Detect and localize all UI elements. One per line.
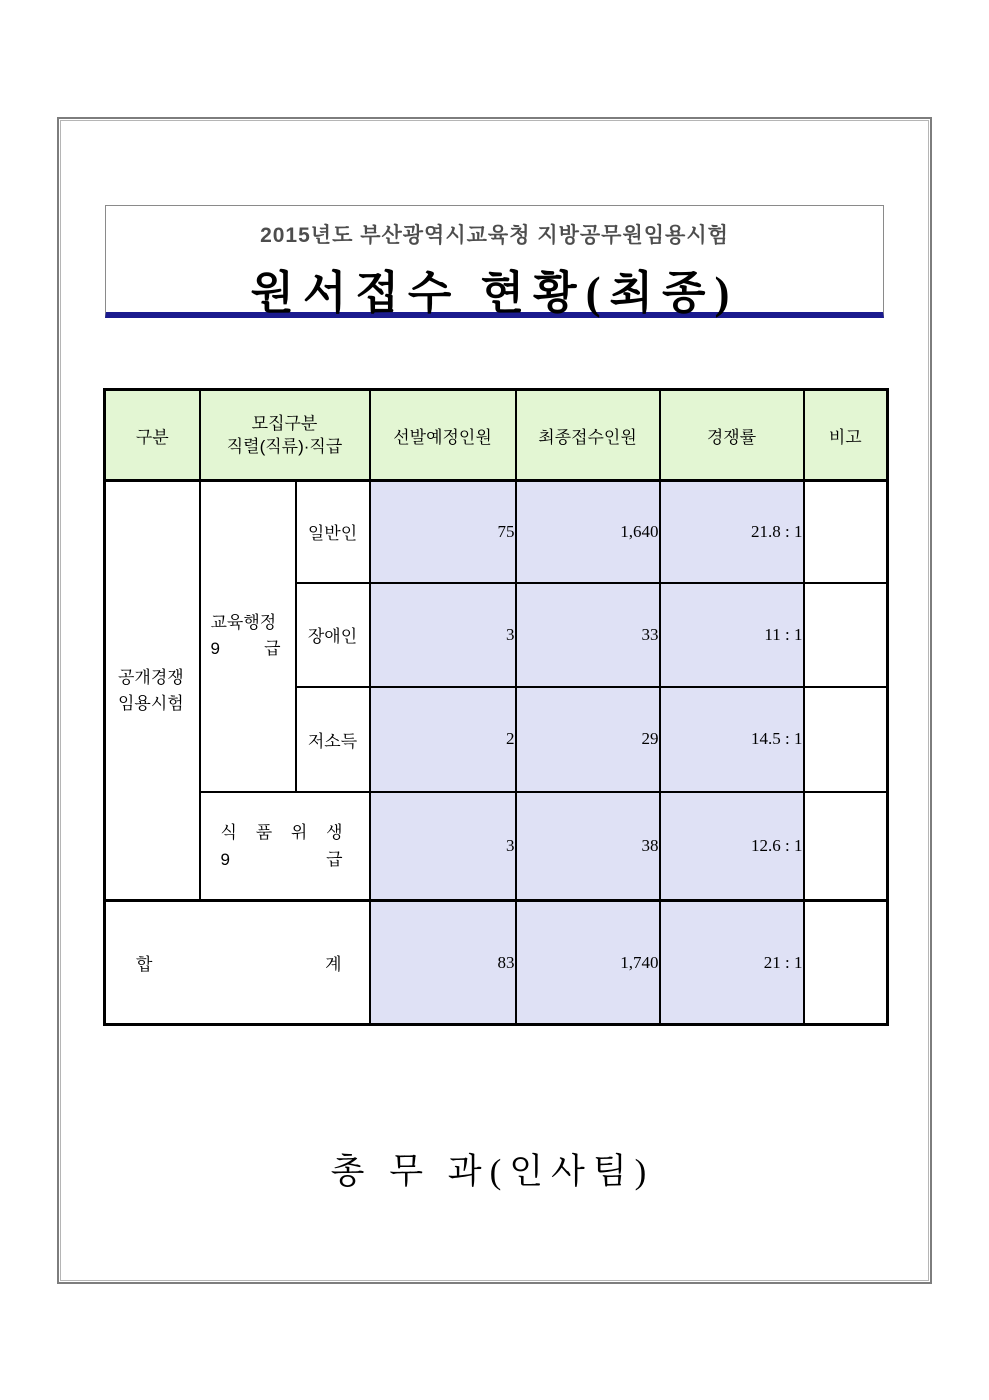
total-received-value: 1,740 — [516, 901, 660, 1025]
category-open-competition-cell — [105, 481, 200, 901]
general-note-cell — [804, 481, 888, 583]
series-grade-suffix: 급 — [264, 639, 281, 659]
table-header-row — [105, 390, 888, 481]
header-mojip-line1: 모집구분 — [251, 414, 318, 433]
food-char-4: 생 — [326, 822, 343, 842]
title-box — [105, 205, 884, 318]
general-planned-value: 75 — [370, 481, 516, 583]
header-planned: 선발예정인원 — [370, 390, 516, 481]
general-received-value: 1,640 — [516, 481, 660, 583]
header-mojip — [200, 390, 370, 481]
application-status-table — [103, 388, 889, 1026]
document-subtitle: 2015년도 부산광역시교육청 지방공무원임용시험 — [260, 224, 729, 247]
low-income-received-value: 29 — [516, 687, 660, 792]
document-title: 원서접수 현황(최종) — [250, 268, 739, 318]
disabled-ratio-value: 11 : 1 — [660, 583, 804, 687]
food-grade-number: 9 — [220, 849, 230, 869]
disabled-note-cell — [804, 583, 888, 687]
issuing-department: 총 무 과(인사팀) — [330, 1152, 655, 1191]
series-grade-number: 9 — [210, 639, 220, 659]
header-ratio: 경쟁률 — [660, 390, 804, 481]
row-label-disabled: 장애인 — [296, 583, 370, 687]
row-label-low-income: 저소득 — [296, 687, 370, 792]
header-gubun: 구분 — [105, 390, 200, 481]
food-char-1: 식 — [220, 822, 237, 842]
food-received-value: 38 — [516, 792, 660, 901]
total-row — [105, 901, 888, 1025]
header-received: 최종접수인원 — [516, 390, 660, 481]
series-food-hygiene-cell — [200, 792, 370, 901]
table-row — [105, 481, 888, 583]
category-line1: 공개경쟁 — [118, 667, 184, 687]
food-planned-value: 3 — [370, 792, 516, 901]
low-income-note-cell — [804, 687, 888, 792]
food-char-3: 위 — [290, 822, 308, 842]
total-label-right: 계 — [325, 955, 342, 974]
total-label-left: 합 — [136, 955, 153, 974]
food-char-2: 품 — [255, 822, 273, 842]
series-edu-admin-name: 교육행정 — [210, 613, 277, 633]
row-label-general: 일반인 — [296, 481, 370, 583]
low-income-planned-value: 2 — [370, 687, 516, 792]
food-note-cell — [804, 792, 888, 901]
total-planned-value: 83 — [370, 901, 516, 1025]
total-label-cell — [105, 901, 370, 1025]
general-ratio-value: 21.8 : 1 — [660, 481, 804, 583]
series-edu-admin-cell — [200, 481, 296, 792]
low-income-ratio-value: 14.5 : 1 — [660, 687, 804, 792]
table-row — [105, 792, 888, 901]
total-ratio-value: 21 : 1 — [660, 901, 804, 1025]
food-grade-suffix: 급 — [326, 849, 343, 869]
disabled-received-value: 33 — [516, 583, 660, 687]
header-note: 비고 — [804, 390, 888, 481]
category-line2: 임용시험 — [118, 693, 184, 713]
header-mojip-line2: 직렬(직류)·직급 — [226, 437, 343, 456]
total-note-cell — [804, 901, 888, 1025]
food-ratio-value: 12.6 : 1 — [660, 792, 804, 901]
disabled-planned-value: 3 — [370, 583, 516, 687]
